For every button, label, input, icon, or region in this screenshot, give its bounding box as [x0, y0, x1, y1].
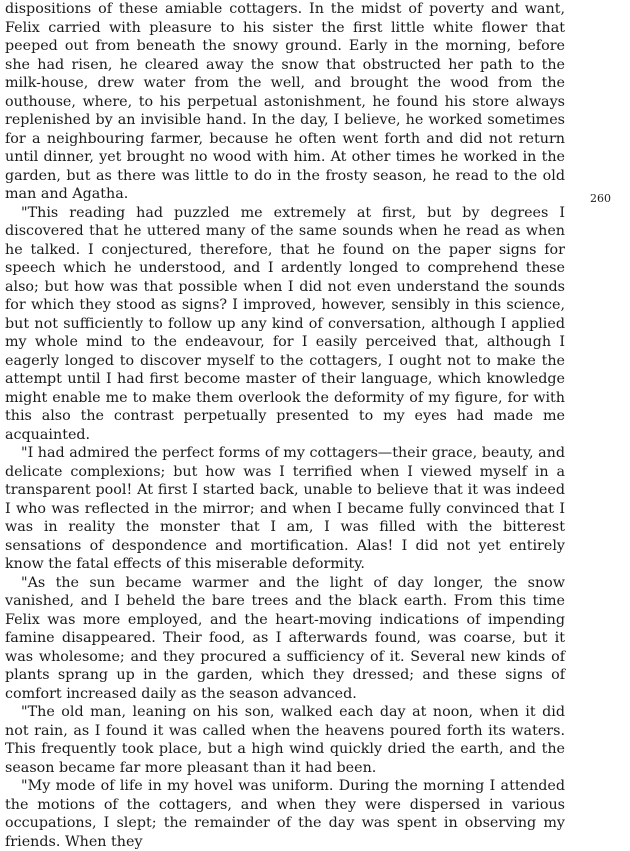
body-text — [5, 0, 565, 851]
paragraph-2: "This reading had puzzled me extremely at first, but by degrees I discovered that he uttered many of the same sounds when he read as when he talked. I conjectured, therefore, that he found on the paper signs for speech which he understood, and I ardently longed to comprehend these also; but how was that possible when I did not even understand the sounds for which they stood as signs? I improved, however, sensibly in this science, but not sufficiently to follow up any kind of conversation, although I applied my whole mind to the endeavour, for I easily perceived that, although I eagerly longed to discover myself to the cottagers, I ought not to make the attempt until I had first become master of their language, which knowledge might enable me to make them overlook the deformity of my figure, for with this also the contrast perpetually presented to my eyes had made me acquainted. — [5, 204, 565, 443]
paragraph-6: "My mode of life in my hovel was uniform. During the morning I attended the motions of the cottagers, and when they were dispersed in various occupations, I slept; the remainder of the day was spent in observing my friends. When they — [5, 778, 565, 850]
paragraph-1: dispositions of these amiable cottagers. In the midst of poverty and want, Felix carried with pleasure to his sister the first little white flower that peeped out from beneath the snowy ground. Early in the morning, before she had risen, he cleared away the snow that obstructed her path to the milk-house, drew water from the well, and brought the wood from the outhouse, where, to his perpetual astonishment, he found his store always replenished by an invisible hand. In the day, I believe, he worked sometimes for a neighbouring farmer, because he often went forth and did not return until dinner, yet brought no wood with him. At other times he worked in the garden, but as there was little to do in the frosty season, he read to the old man and Agatha. — [5, 1, 565, 202]
page-number: 260 — [590, 192, 611, 205]
paragraph-4: "As the sun became warmer and the light of day longer, the snow vanished, and I beheld the bare trees and the black earth. From this time Felix was more employed, and the heart-moving indications of impending famine disappeared. Their food, as I afterwards found, was coarse, but it was wholesome; and they procured a sufficiency of it. Several new kinds of plants sprang up in the garden, which they dressed; and these signs of comfort increased daily as the season advanced. — [5, 574, 565, 702]
paragraph-3: "I had admired the perfect forms of my cottagers—their grace, beauty, and delicate complexions; but how was I terrified when I viewed myself in a transparent pool! At first I started back, unable to believe that it was indeed I who was reflected in the mirror; and when I became fully convinced that I was in reality the monster that I am, I was filled with the bitterest sensations of despondence and mortification. Alas! I did not yet entirely know the fatal effects of this miserable deformity. — [5, 445, 565, 572]
paragraph-5: "The old man, leaning on his son, walked each day at noon, when it did not rain, as I found it was called when the heavens poured forth its waters. This frequently took place, but a high wind quickly dried the earth, and the season became far more pleasant than it had been. — [5, 704, 565, 776]
